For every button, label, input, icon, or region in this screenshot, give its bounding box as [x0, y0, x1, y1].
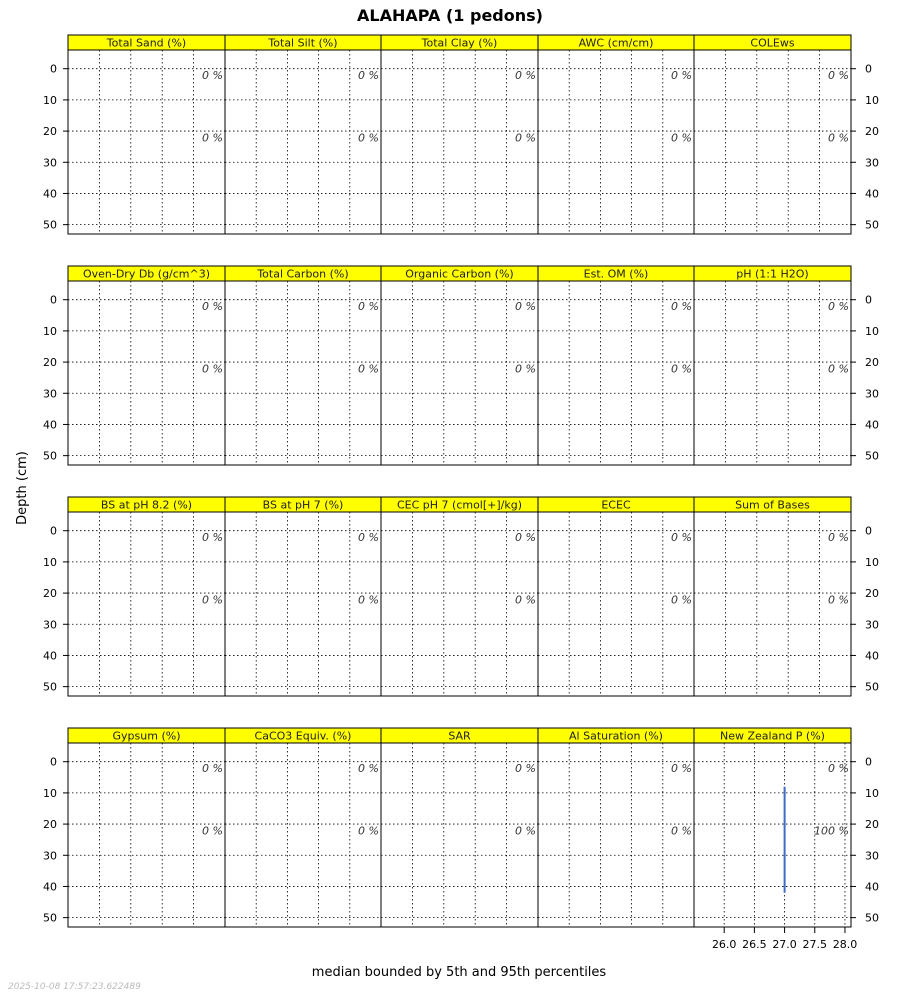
y-tick-label: 0 — [50, 293, 57, 307]
panel — [538, 35, 694, 234]
y-axis-label: Depth (cm) — [15, 451, 30, 525]
panel — [694, 266, 879, 465]
percent-annotation: 0 % — [515, 299, 536, 313]
panel — [538, 497, 694, 696]
percent-annotation: 0 % — [671, 824, 692, 838]
y-tick-label: 0 — [50, 755, 57, 769]
chart-title: ALAHAPA (1 pedons) — [357, 6, 543, 25]
y-tick-label: 40 — [43, 880, 57, 894]
timestamp: 2025-10-08 17:57:23.622489 — [8, 982, 141, 992]
percent-annotation: 0 % — [358, 824, 379, 838]
y-tick-label: 50 — [865, 449, 879, 463]
panel — [381, 35, 538, 234]
percent-annotation: 0 % — [358, 593, 379, 607]
percent-annotation: 0 % — [515, 68, 536, 82]
x-tick-label: 28.0 — [832, 938, 858, 951]
panel-strip-label: New Zealand P (%) — [720, 729, 825, 743]
y-tick-label: 50 — [43, 680, 57, 694]
panel-strip-label: AWC (cm/cm) — [578, 36, 654, 50]
percent-annotation: 0 % — [828, 362, 849, 376]
percent-annotation: 0 % — [515, 362, 536, 376]
y-tick-label: 20 — [865, 125, 879, 139]
percent-annotation: 0 % — [828, 593, 849, 607]
y-tick-label: 30 — [865, 387, 879, 401]
panel — [43, 728, 225, 927]
percent-annotation: 0 % — [671, 131, 692, 145]
y-tick-label: 30 — [865, 849, 879, 863]
y-tick-label: 0 — [865, 62, 872, 76]
percent-annotation: 0 % — [515, 131, 536, 145]
percent-annotation: 0 % — [828, 761, 849, 775]
percent-annotation: 0 % — [671, 593, 692, 607]
panel — [694, 497, 879, 696]
panel-strip-label: Total Silt (%) — [268, 36, 338, 50]
panel-strip-label: COLEws — [750, 36, 795, 50]
panel-strip-label: Total Clay (%) — [421, 36, 498, 50]
x-tick-label: 26.0 — [711, 938, 737, 951]
panel — [43, 35, 225, 234]
y-tick-label: 20 — [865, 818, 879, 832]
y-tick-label: 30 — [43, 387, 57, 401]
percent-annotation: 0 % — [358, 530, 379, 544]
panel-strip-label: ECEC — [601, 498, 631, 512]
percent-annotation: 0 % — [828, 68, 849, 82]
percent-annotation: 0 % — [515, 593, 536, 607]
x-tick-label: 27.0 — [772, 938, 797, 951]
panel-strip-label: Sum of Bases — [735, 498, 810, 512]
percent-annotation: 0 % — [202, 593, 223, 607]
x-tick-label: 26.5 — [742, 938, 767, 951]
y-tick-label: 0 — [50, 524, 57, 538]
y-tick-label: 10 — [43, 324, 57, 338]
panel-strip-label: Total Carbon (%) — [257, 267, 349, 281]
panel-strip-label: Gypsum (%) — [112, 729, 181, 743]
percent-annotation: 0 % — [671, 761, 692, 775]
panel-strip-label: Oven-Dry Db (g/cm^3) — [82, 267, 211, 281]
y-tick-label: 20 — [43, 587, 57, 601]
y-tick-label: 30 — [43, 618, 57, 632]
y-tick-label: 0 — [865, 293, 872, 307]
y-tick-label: 20 — [43, 125, 57, 139]
y-tick-label: 40 — [43, 649, 57, 663]
y-tick-label: 40 — [865, 187, 879, 201]
y-tick-label: 0 — [865, 755, 872, 769]
percent-annotation: 0 % — [671, 530, 692, 544]
percent-annotation: 0 % — [515, 761, 536, 775]
percent-annotation: 0 % — [202, 68, 223, 82]
percent-annotation: 0 % — [202, 761, 223, 775]
panel-strip-label: Total Sand (%) — [106, 36, 187, 50]
panel-strip-label: Organic Carbon (%) — [405, 267, 514, 281]
y-tick-label: 10 — [43, 93, 57, 107]
percent-annotation: 0 % — [671, 68, 692, 82]
y-tick-label: 20 — [43, 818, 57, 832]
panel-strip-label: BS at pH 8.2 (%) — [100, 498, 193, 512]
percent-annotation: 0 % — [828, 131, 849, 145]
percent-annotation: 0 % — [515, 824, 536, 838]
percent-annotation: 0 % — [358, 761, 379, 775]
y-tick-label: 10 — [865, 93, 879, 107]
panel — [43, 266, 225, 465]
panel — [225, 728, 381, 927]
panel-strip-label: SAR — [448, 729, 471, 743]
panel-strip-label: pH (1:1 H2O) — [736, 267, 809, 281]
x-tick-label: 27.5 — [802, 938, 828, 951]
panel — [381, 497, 538, 696]
panel — [225, 35, 381, 234]
y-tick-label: 10 — [43, 555, 57, 569]
panel-strip-label: Est. OM (%) — [583, 267, 649, 281]
panel — [43, 497, 225, 696]
y-tick-label: 20 — [865, 587, 879, 601]
y-tick-label: 30 — [43, 156, 57, 170]
y-tick-label: 40 — [865, 649, 879, 663]
y-tick-label: 20 — [865, 356, 879, 370]
y-tick-label: 50 — [865, 911, 879, 925]
panel — [381, 728, 538, 927]
y-tick-label: 30 — [865, 156, 879, 170]
y-tick-label: 50 — [865, 680, 879, 694]
panel-strip-label: Al Saturation (%) — [569, 729, 663, 743]
percent-annotation: 0 % — [202, 824, 223, 838]
panel-strip-label: BS at pH 7 (%) — [262, 498, 344, 512]
y-tick-label: 10 — [43, 786, 57, 800]
percent-annotation: 0 % — [358, 362, 379, 376]
percent-annotation: 0 % — [358, 131, 379, 145]
percent-annotation: 0 % — [358, 68, 379, 82]
panel — [381, 266, 538, 465]
y-tick-label: 10 — [865, 786, 879, 800]
percent-annotation: 0 % — [358, 299, 379, 313]
y-tick-label: 10 — [865, 555, 879, 569]
y-tick-label: 50 — [43, 911, 57, 925]
y-tick-label: 10 — [865, 324, 879, 338]
y-tick-label: 40 — [865, 418, 879, 432]
panel — [225, 497, 381, 696]
y-tick-label: 0 — [865, 524, 872, 538]
y-tick-label: 40 — [43, 187, 57, 201]
panel — [538, 266, 694, 465]
panel — [694, 728, 879, 951]
y-tick-label: 30 — [865, 618, 879, 632]
y-tick-label: 40 — [43, 418, 57, 432]
y-tick-label: 50 — [43, 218, 57, 232]
panel — [694, 35, 879, 234]
y-tick-label: 50 — [865, 218, 879, 232]
percent-annotation: 0 % — [671, 299, 692, 313]
panel-strip-label: CaCO3 Equiv. (%) — [254, 729, 352, 743]
y-tick-label: 0 — [50, 62, 57, 76]
panel — [538, 728, 694, 927]
percent-annotation: 0 % — [671, 362, 692, 376]
panel-grid — [43, 35, 879, 951]
y-tick-label: 50 — [43, 449, 57, 463]
percent-annotation: 0 % — [828, 530, 849, 544]
y-tick-label: 30 — [43, 849, 57, 863]
percent-annotation: 0 % — [515, 530, 536, 544]
percent-annotation: 0 % — [202, 362, 223, 376]
y-tick-label: 20 — [43, 356, 57, 370]
y-tick-label: 40 — [865, 880, 879, 894]
panel — [225, 266, 381, 465]
x-axis-label: median bounded by 5th and 95th percentiles — [311, 965, 607, 980]
panel-strip-label: CEC pH 7 (cmol[+]/kg) — [396, 498, 523, 512]
percent-annotation: 0 % — [202, 299, 223, 313]
percent-annotation: 0 % — [202, 131, 223, 145]
percent-annotation: 100 % — [814, 824, 849, 838]
percent-annotation: 0 % — [202, 530, 223, 544]
percent-annotation: 0 % — [828, 299, 849, 313]
